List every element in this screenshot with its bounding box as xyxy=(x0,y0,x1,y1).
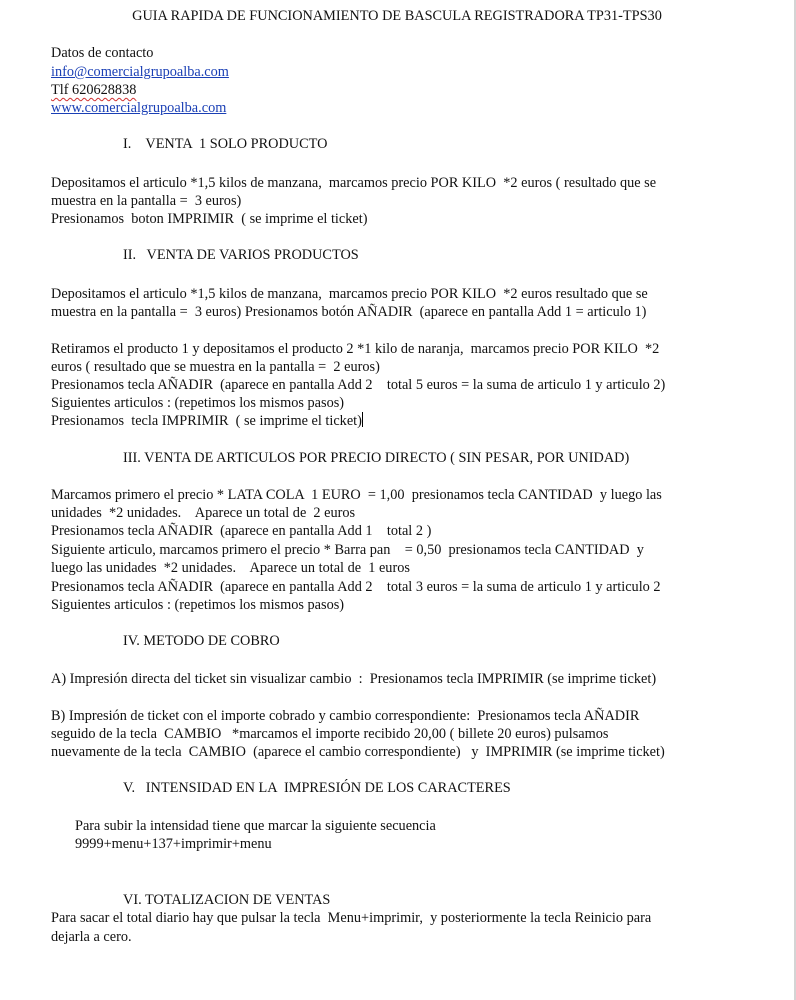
section-heading-3: III. VENTA DE ARTICULOS POR PRECIO DIRECTO ( SIN PESAR, POR UNIDAD) xyxy=(123,450,630,466)
section-3-line: Presionamos tecla AÑADIR (aparece en pantalla Add 2 total 3 euros = la suma de articulo 1 y articulo 2 xyxy=(51,579,661,595)
phone-number: Tlf 620628838 xyxy=(51,82,137,98)
section-3-line: Siguientes articulos : (repetimos los mismos pasos) xyxy=(51,597,345,613)
section-1-line: Presionamos boton IMPRIMIR ( se imprime el ticket) xyxy=(51,211,368,227)
section-5-line: 9999+menu+137+imprimir+menu xyxy=(75,836,272,852)
section-heading-2: II. VENTA DE VARIOS PRODUCTOS xyxy=(123,247,359,263)
section-5-line: Para subir la intensidad tiene que marcar la siguiente secuencia xyxy=(75,818,436,834)
section-2-line: Siguientes articulos : (repetimos los mismos pasos) xyxy=(51,395,345,411)
section-2-line: muestra en la pantalla = 3 euros) Presionamos botón AÑADIR (aparece en pantalla Add 1 = articulo 1) xyxy=(51,304,647,320)
document-title: GUIA RAPIDA DE FUNCIONAMIENTO DE BASCULA REGISTRADORA TP31-TPS30 xyxy=(132,8,662,24)
section-4-line: seguido de la tecla CAMBIO *marcamos el importe recibido 20,00 ( billete 20 euros) pulsamos xyxy=(51,726,609,742)
section-1-line: Depositamos el articulo *1,5 kilos de manzana, marcamos precio POR KILO *2 euros ( resultado que se xyxy=(51,175,657,191)
section-6-line: Para sacar el total diario hay que pulsar la tecla Menu+imprimir, y posteriormente la tecla Reinicio para xyxy=(51,910,652,926)
section-3-line: Presionamos tecla AÑADIR (aparece en pantalla Add 1 total 2 ) xyxy=(51,523,432,539)
section-heading-1: I. VENTA 1 SOLO PRODUCTO xyxy=(123,136,328,152)
section-2-line: euros ( resultado que se muestra en la pantalla = 2 euros) xyxy=(51,359,380,375)
section-3-line: unidades *2 unidades. Aparece un total de 2 euros xyxy=(51,505,356,521)
section-3-line: Marcamos primero el precio * LATA COLA 1 EURO = 1,00 presionamos tecla CANTIDAD y luego las xyxy=(51,487,662,503)
section-2-line: Presionamos tecla IMPRIMIR ( se imprime el ticket) xyxy=(51,413,362,429)
section-1-line: muestra en la pantalla = 3 euros) xyxy=(51,193,242,209)
section-heading-4: IV. METODO DE COBRO xyxy=(123,633,280,649)
contact-label: Datos de contacto xyxy=(51,45,154,61)
section-4-line: B) Impresión de ticket con el importe cobrado y cambio correspondiente: Presionamos tecla AÑADIR xyxy=(51,708,640,724)
section-2-line: Retiramos el producto 1 y depositamos el producto 2 *1 kilo de naranja, marcamos precio POR KILO *2 xyxy=(51,341,660,357)
section-4-line: nuevamente de la tecla CAMBIO (aparece el cambio correspondiente) y IMPRIMIR (se imprime ticket) xyxy=(51,744,665,760)
website-link[interactable]: www.comercialgrupoalba.com xyxy=(51,100,227,116)
section-3-line: luego las unidades *2 unidades. Aparece un total de 1 euros xyxy=(51,560,410,576)
section-3-line: Siguiente articulo, marcamos primero el precio * Barra pan = 0,50 presionamos tecla CANTIDAD y xyxy=(51,542,644,558)
section-2-line: Depositamos el articulo *1,5 kilos de manzana, marcamos precio POR KILO *2 euros resultado que se xyxy=(51,286,648,302)
text-cursor xyxy=(362,412,363,427)
section-4-line: A) Impresión directa del ticket sin visualizar cambio : Presionamos tecla IMPRIMIR (se imprime ticket) xyxy=(51,671,657,687)
section-6-line: dejarla a cero. xyxy=(51,929,132,945)
section-heading-6: VI. TOTALIZACION DE VENTAS xyxy=(123,892,331,908)
section-2-line: Presionamos tecla AÑADIR (aparece en pantalla Add 2 total 5 euros = la suma de articulo 1 y articulo 2) xyxy=(51,377,666,393)
section-heading-5: V. INTENSIDAD EN LA IMPRESIÓN DE LOS CARACTERES xyxy=(123,780,511,796)
email-link[interactable]: info@comercialgrupoalba.com xyxy=(51,64,229,80)
